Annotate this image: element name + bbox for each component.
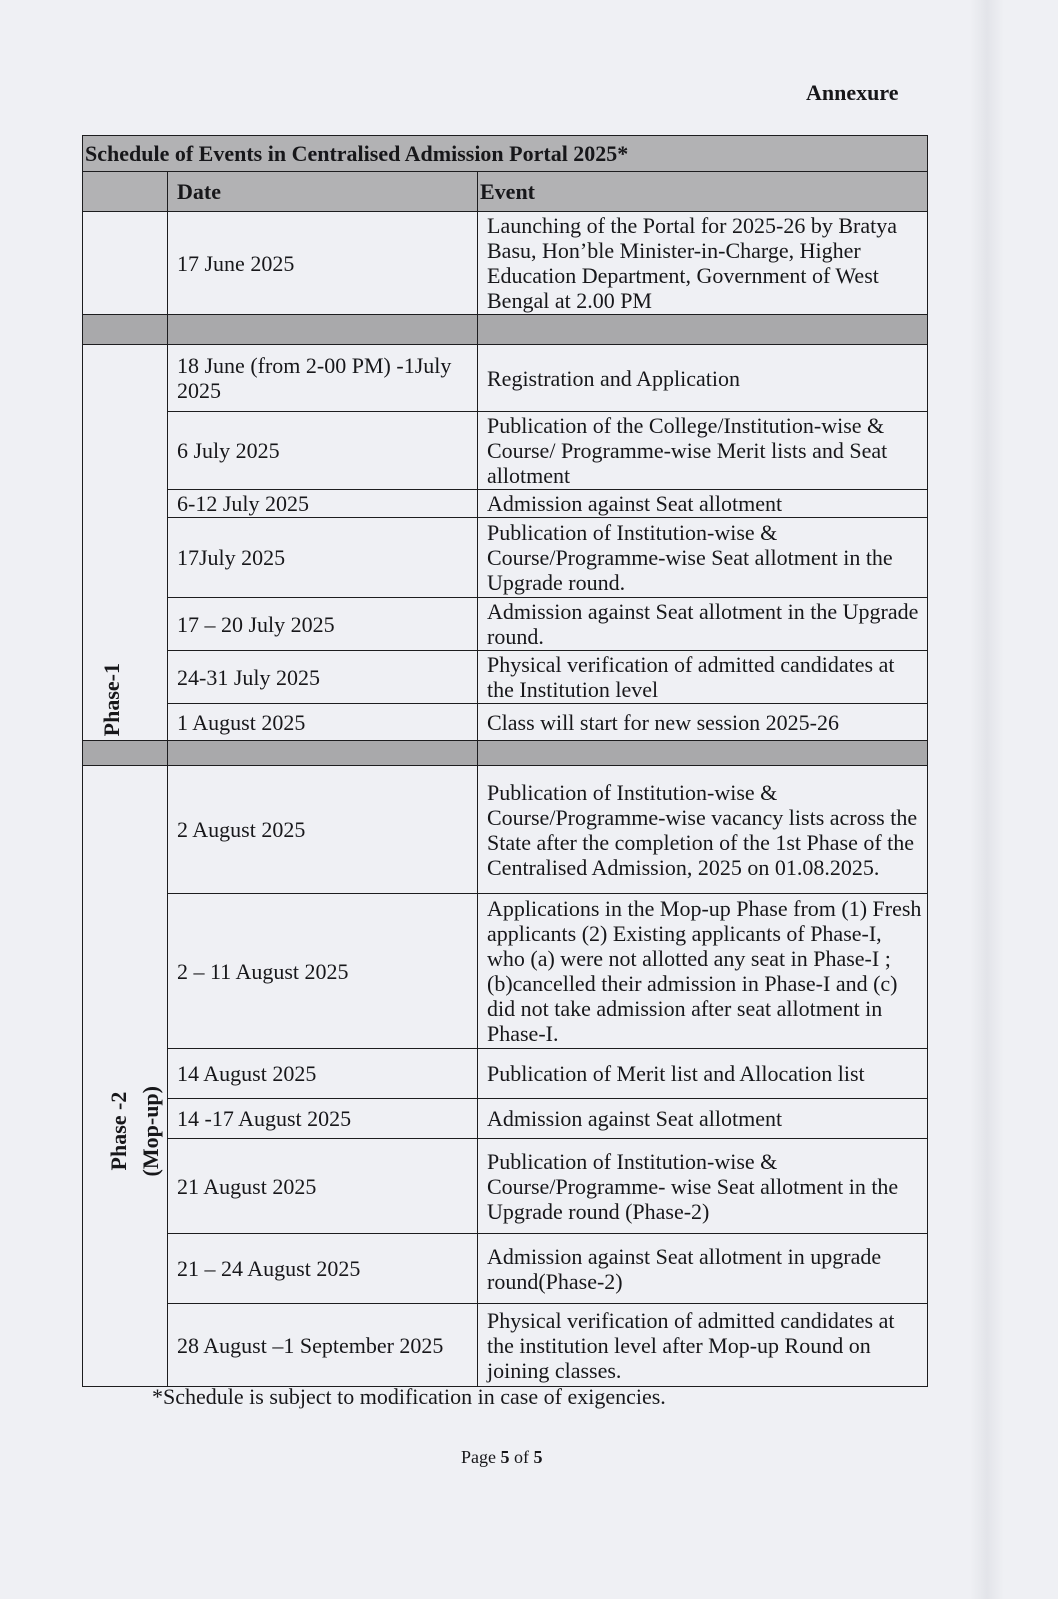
date-cell: 14 -17 August 2025	[168, 1099, 478, 1139]
event-cell: Admission against Seat allotment in upgrade round(Phase-2)	[478, 1234, 928, 1304]
event-cell: Publication of Institution-wise & Course/Programme-wise Seat allotment in the Upgrade round.	[478, 518, 928, 598]
table-row	[83, 1099, 928, 1139]
event-cell: Publication of Institution-wise & Course/Programme-wise vacancy lists across the State after the completion of the 1st Phase of the Centralised Admission, 2025 on 01.08.2025.	[478, 766, 928, 894]
separator-cell	[83, 741, 168, 766]
table-title: Schedule of Events in Centralised Admission Portal 2025*	[83, 136, 928, 172]
event-cell: Admission against Seat allotment in the Upgrade round.	[478, 598, 928, 651]
table-row	[83, 1139, 928, 1234]
title-row	[83, 136, 928, 172]
event-cell: Physical verification of admitted candidates at the institution level after Mop-up Round on joining classes.	[478, 1304, 928, 1387]
header-date: Date	[168, 172, 478, 212]
separator-row	[83, 315, 928, 345]
scan-edge-shadow	[970, 0, 1004, 1599]
table-row	[83, 894, 928, 1049]
date-cell: 2 – 11 August 2025	[168, 894, 478, 1049]
header-event: Event	[478, 172, 928, 212]
phase-1-title: Phase-1	[99, 662, 124, 736]
date-cell: 21 – 24 August 2025	[168, 1234, 478, 1304]
schedule-table	[82, 135, 928, 1387]
event-cell: Admission against Seat allotment	[478, 490, 928, 518]
table-row	[83, 412, 928, 490]
phase-2-label	[103, 1086, 167, 1176]
page-number	[461, 1446, 543, 1468]
phase-2-cell	[83, 766, 168, 1387]
date-cell: 2 August 2025	[168, 766, 478, 894]
table-row	[83, 651, 928, 704]
table-row	[83, 1049, 928, 1099]
phase-1-label	[96, 663, 128, 736]
phase-1-cell	[83, 345, 168, 741]
table-row	[83, 598, 928, 651]
date-cell: 21 August 2025	[168, 1139, 478, 1234]
table-row	[83, 704, 928, 741]
separator-cell	[168, 315, 478, 345]
page-number-of: of	[514, 1447, 529, 1467]
annexure-label: Annexure	[806, 80, 899, 105]
date-cell: 18 June (from 2-00 PM) -1July 2025	[168, 345, 478, 412]
event-cell: Applications in the Mop-up Phase from (1) Fresh applicants (2) Existing applicants of Phase-I, who (a) were not allotted any seat in Phase-I ; (b)cancelled their admission in Phase-I and (c) did not take admission after seat allotment in Phase-I.	[478, 894, 928, 1049]
date-cell: 17 June 2025	[168, 212, 478, 315]
separator-cell	[478, 315, 928, 345]
header-phase-cell	[83, 172, 168, 212]
event-cell: Publication of Institution-wise & Course/Programme- wise Seat allotment in the Upgrade round (Phase-2)	[478, 1139, 928, 1234]
date-cell: 24-31 July 2025	[168, 651, 478, 704]
date-cell: 17 – 20 July 2025	[168, 598, 478, 651]
table-row	[83, 345, 928, 412]
page-number-current: 5	[500, 1447, 510, 1467]
separator-cell	[83, 315, 168, 345]
event-cell: Physical verification of admitted candidates at the Institution level	[478, 651, 928, 704]
event-cell: Publication of the College/Institution-wise & Course/ Programme-wise Merit lists and Seat allotment	[478, 412, 928, 490]
table-row	[83, 212, 928, 315]
page-number-prefix: Page	[461, 1447, 496, 1467]
date-cell: 6 July 2025	[168, 412, 478, 490]
event-cell: Launching of the Portal for 2025-26 by Bratya Basu, Hon’ble Minister-in-Charge, Higher Education Department, Government of West Bengal at 2.00 PM	[478, 212, 928, 315]
event-cell: Admission against Seat allotment	[478, 1099, 928, 1139]
table-row	[83, 518, 928, 598]
table-row	[83, 1304, 928, 1387]
date-cell: 6-12 July 2025	[168, 490, 478, 518]
table-row	[83, 766, 928, 894]
date-cell: 1 August 2025	[168, 704, 478, 741]
header-row	[83, 172, 928, 212]
event-cell: Publication of Merit list and Allocation list	[478, 1049, 928, 1099]
page-number-total: 5	[533, 1447, 543, 1467]
date-cell: 14 August 2025	[168, 1049, 478, 1099]
separator-row	[83, 741, 928, 766]
table-row	[83, 1234, 928, 1304]
date-cell: 17July 2025	[168, 518, 478, 598]
phase-2-title: Phase -2	[106, 1091, 131, 1171]
footnote: *Schedule is subject to modification in case of exigencies.	[152, 1384, 666, 1409]
date-cell: 28 August –1 September 2025	[168, 1304, 478, 1387]
event-cell: Registration and Application	[478, 345, 928, 412]
phase-2-subtitle: (Mop-up)	[138, 1085, 163, 1176]
separator-cell	[168, 741, 478, 766]
phase-cell-empty	[83, 212, 168, 315]
separator-cell	[478, 741, 928, 766]
event-cell: Class will start for new session 2025-26	[478, 704, 928, 741]
table-row	[83, 490, 928, 518]
